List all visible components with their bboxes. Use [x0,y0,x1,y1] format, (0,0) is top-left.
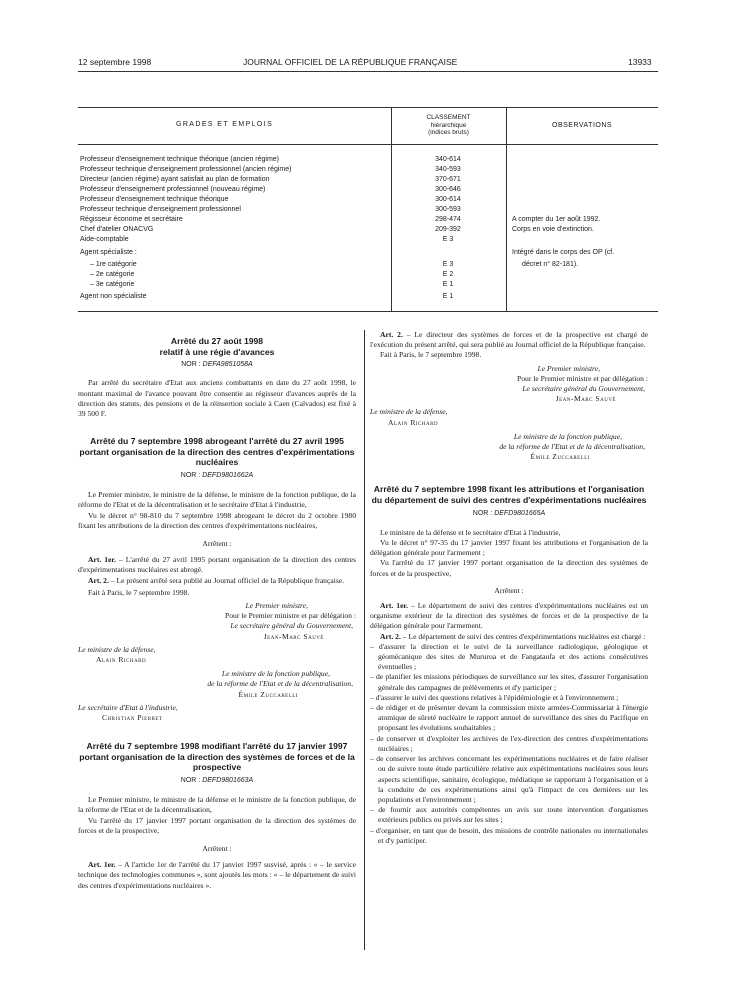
paragraph: Le Premier ministre, le ministre de la défense et le ministre de la fonction publique, de la réforme de l'Etat et de la décentralisation, [78,795,356,815]
table-header-rule [78,144,658,145]
nor-reference [78,360,356,370]
grade-label: – 1re catégorie [90,261,137,268]
article-text: – Le présent arrêté sera publié au Journal officiel de la République française. [108,575,345,585]
grade-label: Professeur d'enseignement technique théorique (ancien régime) [80,156,280,163]
header-rule [78,71,658,72]
signature-name: Alain Richard [388,417,439,427]
signature-role: Le secrétaire général du Gouvernement, [522,384,645,394]
grade-cell [80,165,388,175]
signature-role: de la réforme de l'Etat et de la décentralisation, [207,679,353,689]
nor-label: NOR : [180,471,201,479]
article-paragraph [78,555,356,575]
nor-label: NOR : [180,777,201,785]
classement-cell: 370-671 [435,176,461,183]
grade-label: – 2e catégorie [90,271,135,278]
article-label: Art. 2. [380,631,401,641]
list-item: – d'organiser, en tant que de besoin, des missions de contrôle nationales ou internationales et d'y participer. [370,825,648,845]
grade-cell [80,270,398,280]
grade-cell [80,175,388,185]
signature-name: Jean-Marc Sauvé [263,631,324,641]
grade-cell [80,195,388,205]
grade-label: Professeur d'enseignement technique théorique [80,196,229,203]
classement-line-2: hiérarchique [430,121,467,129]
list-item: – de conserver les archives concernant les expérimentations nucléaires et de faire réaliser ou de suivre toute étude particulière relative aux expérimentations nucléaires sous leurs aspects scientifique, sanitaire, écologique, médiatique se rapportant à l'organisation et à la conduite de ces expérimentations ainsi qu'à l'impact de ces dernières sur les populations et l'environnement ; [370,754,648,804]
table-row [78,270,658,280]
grade-cell [80,215,388,225]
nor-reference [78,471,356,481]
grade-cell [80,235,388,245]
arretent: Arrêtent : [202,539,232,548]
signature-role: Le ministre de la fonction publique, [513,431,622,441]
attributions-list [370,642,648,846]
header-title: JOURNAL OFFICIEL DE LA RÉPUBLIQUE FRANÇAISE [243,57,458,67]
signature-role: Le ministre de la défense, [78,644,156,654]
signature-role: Le ministre de la fonction publique, [221,669,330,679]
signature-name: Émile Zuccarelli [530,452,590,462]
table-row [78,155,658,165]
grade-cell [80,155,388,165]
signature-name: Christian Pierret [102,713,163,723]
article-text: – Le département de suivi des centres d'expérimentations nucléaires est un organisme extérieur de la direction des systèmes de forces et de la prospective de la délégation générale pour l'armement. [370,601,649,631]
fait-a-paris: Fait à Paris, le 7 septembre 1998. [88,587,190,597]
grade-label: Agent non spécialiste [80,293,147,300]
article-title: Arrêté du 7 septembre 1998 modifiant l'arrêté du 17 janvier 1997 portant organisation de la direction des systèmes de forces et de la prospective [79,741,355,773]
classement-cell: E 1 [442,281,454,288]
nor-label: NOR : [472,509,493,517]
grade-cell [80,280,398,290]
right-column [370,330,648,846]
classement-cell: E 2 [442,271,454,278]
paragraph: Vu le décret n° 98-810 du 7 septembre 1998 abrogeant le décret du 2 octobre 1980 fixant les attributions de la direction des centres d'expérimentations nucléaires, [78,510,356,530]
table-row [78,235,658,245]
classement-cell: 209-392 [435,226,461,233]
article-text: – Le directeur des systèmes de forces et de la prospective est chargé de l'exécution du présent arrêté, qui sera publié au Journal officiel de la République française. [370,330,648,350]
signature-role: Le Premier ministre, [245,601,308,611]
classement-cell: 340-593 [435,166,461,173]
grade-label: Professeur technique d'enseignement professionnel (ancien régime) [80,166,292,173]
nor-code: DEFD9801665A [494,509,546,517]
nor-code: DEFA9851058A [202,361,253,369]
classement-cell: 300-593 [435,206,461,213]
article-label: Art. 2. [380,330,403,339]
article-title: Arrêté du 7 septembre 1998 fixant les attributions et l'organisation du département de suivi des centres d'expérimentations nucléaires [371,484,647,506]
article-label: Art. 1er. [88,555,116,565]
grade-label: Agent spécialiste : [80,249,137,256]
title-line: Arrêté du 27 août 1998 [170,336,264,346]
table-row [78,175,658,185]
article-title: Arrêté du 7 septembre 1998 abrogeant l'arrêté du 27 avril 1995 portant organisation de la direction des centres d'expérimentations nucléaires [79,436,355,468]
article-paragraph [78,576,356,586]
article-text: – L'arrêté du 27 avril 1995 portant organisation de la direction des centres d'expérimentations nucléaires est abrogé. [78,555,356,575]
article-paragraph [370,330,648,350]
list-item: – de planifier les missions périodiques de surveillance sur les sites, d'assurer l'organisation générale des campagnes de prélèvements et d'y participer ; [370,672,648,692]
table-row [78,165,658,175]
observation-cell: A compter du 1er août 1992. [512,216,601,223]
title-line: relatif à une régie d'avances [159,346,275,357]
article-paragraph [370,601,648,632]
table-row [78,292,658,302]
table-row [78,260,658,270]
signature-role: Le secrétaire d'Etat à l'industrie, [78,702,178,712]
table-row [78,225,658,235]
signature-role: Le Premier ministre, [537,363,600,373]
signature-role: Pour le Premier ministre et par délégation : [517,373,648,383]
paragraph: Vu l'arrêté du 17 janvier 1997 portant organisation de la direction des systèmes de forces et de la prospective, [78,815,356,835]
fait-a-paris: Fait à Paris, le 7 septembre 1998. [380,350,482,360]
header-date: 12 septembre 1998 [78,57,152,67]
signature-role: Le ministre de la défense, [370,407,448,417]
grade-label: Professeur d'enseignement professionnel (nouveau régime) [80,186,266,193]
table-row [78,195,658,205]
article-paragraph [370,632,648,642]
article-title [78,336,356,357]
observation-cell: Intégré dans le corps des OP (cf. [512,249,615,256]
table-row [78,280,658,290]
list-item: – d'assurer la direction et le suivi de la surveillance radiologique, géologique et géomécanique des sites de Mururoa et de Fangataufa et des actions consécutives éventuelles ; [370,641,648,672]
grade-cell [80,225,388,235]
article-label: Art. 2. [88,575,109,585]
classement-cell: 340-614 [435,156,461,163]
classement-cell: E 1 [442,293,454,300]
column-divider [364,330,365,950]
nor-reference [370,509,648,519]
paragraph: Par arrêté du secrétaire d'Etat aux anciens combattants en date du 27 août 1998, le montant maximal de l'avance pouvant être consentie au régisseur d'avances auprès de la direction des statuts, des pensions et de la réinsertion sociale à Caen (Calvados) est fixé à 39 500 F. [78,378,356,418]
nor-label: NOR : [181,361,201,369]
article-paragraph [78,860,356,891]
observation-cell: décret n° 82-181). [522,261,579,268]
signature-role: de la réforme de l'Etat et de la décentralisation, [499,442,645,452]
classement-line-3: (indices bruts) [428,129,469,136]
grade-cell [80,260,398,270]
paragraph: Le Premier ministre, le ministre de la défense, le ministre de la fonction publique, de la réforme de l'Etat et de la décentralisation et le secrétaire d'Etat à l'industrie, [78,490,356,510]
table-row [78,185,658,195]
table-row [78,215,658,225]
list-item: – de fournir aux autorités compétentes un avis sur toute intervention d'organismes extérieurs publics ou privés sur les sites ; [370,805,648,825]
column-header-grades: GRADES ET EMPLOIS [176,121,274,128]
article-label: Art. 1er. [380,601,409,611]
observation-cell: Corps en voie d'extinction. [512,226,594,233]
header-page-number: 13933 [628,57,652,67]
grade-label: Aide-comptable [80,236,129,243]
paragraph: Vu le décret n° 97-35 du 17 janvier 1997 fixant les attributions et l'organisation de la délégation générale pour l'armement ; [370,538,648,558]
column-header-observations: OBSERVATIONS [552,122,613,129]
grade-label: Directeur (ancien régime) ayant satisfait au plan de formation [80,176,270,183]
arretent: Arrêtent : [494,585,524,595]
list-item: – d'assurer le suivi des questions relatives à l'épidémiologie et à l'environnement ; [370,692,619,702]
signature-name: Jean-Marc Sauvé [555,394,616,404]
grade-label: – 3e catégorie [90,281,135,288]
signature-role: Pour le Premier ministre et par délégation : [225,611,356,621]
classement-cell: 298-474 [435,216,461,223]
list-item: – de conserver et d'exploiter les archives de l'ex-direction des centres d'expérimentations nucléaires ; [370,733,648,753]
signature-name: Alain Richard [96,655,147,665]
signature-name: Émile Zuccarelli [238,689,298,699]
table-row [78,248,658,258]
classement-cell: E 3 [442,236,454,243]
classement-cell: E 3 [442,261,454,268]
left-column [78,336,356,891]
grade-label: Régisseur économe et secrétaire [80,216,183,223]
article-text: – Le département de suivi des centres d'expérimentations nucléaires est chargé : [400,631,646,641]
signature-role: Le secrétaire général du Gouvernement, [230,621,353,631]
paragraph: Le ministre de la défense et le secrétaire d'Etat à l'industrie, [380,527,561,537]
grade-label: Chef d'atelier ONACVG [80,226,154,233]
arretent: Arrêtent : [202,844,232,854]
grade-cell [80,248,388,258]
article-label: Art. 1er. [88,860,116,870]
grade-label: Professeur technique d'enseignement professionnel [80,206,241,213]
grade-cell [80,205,388,215]
nor-reference [78,776,356,786]
paragraph: Vu l'arrêté du 17 janvier 1997 portant organisation de la direction des systèmes de forces et de la prospective, [370,558,648,578]
classement-cell: 300-646 [435,186,461,193]
nor-code: DEFD9801663A [202,777,254,785]
grade-cell [80,292,388,302]
article-text: – A l'article 1er de l'arrêté du 17 janvier 1997 susvisé, après : « – le service technique des technologies communes », sont ajoutés les mots : « – le département de suivi des centres d'expérimentations nucléaires ». [78,860,356,890]
classement-cell: 300-614 [435,196,461,203]
column-header-classement [391,114,506,137]
grades-table [78,107,658,312]
classement-line-1: CLASSEMENT [426,114,471,121]
grade-cell [80,185,388,195]
table-row [78,205,658,215]
list-item: – de rédiger et de présenter devant la commission mixte armées-Commissariat à l'énergie atomique de sûreté nucléaire le rapport annuel de surveillance des sites du Pacifique en proposant les évolutions souhaitables ; [370,703,648,733]
nor-code: DEFD9801662A [202,471,254,479]
